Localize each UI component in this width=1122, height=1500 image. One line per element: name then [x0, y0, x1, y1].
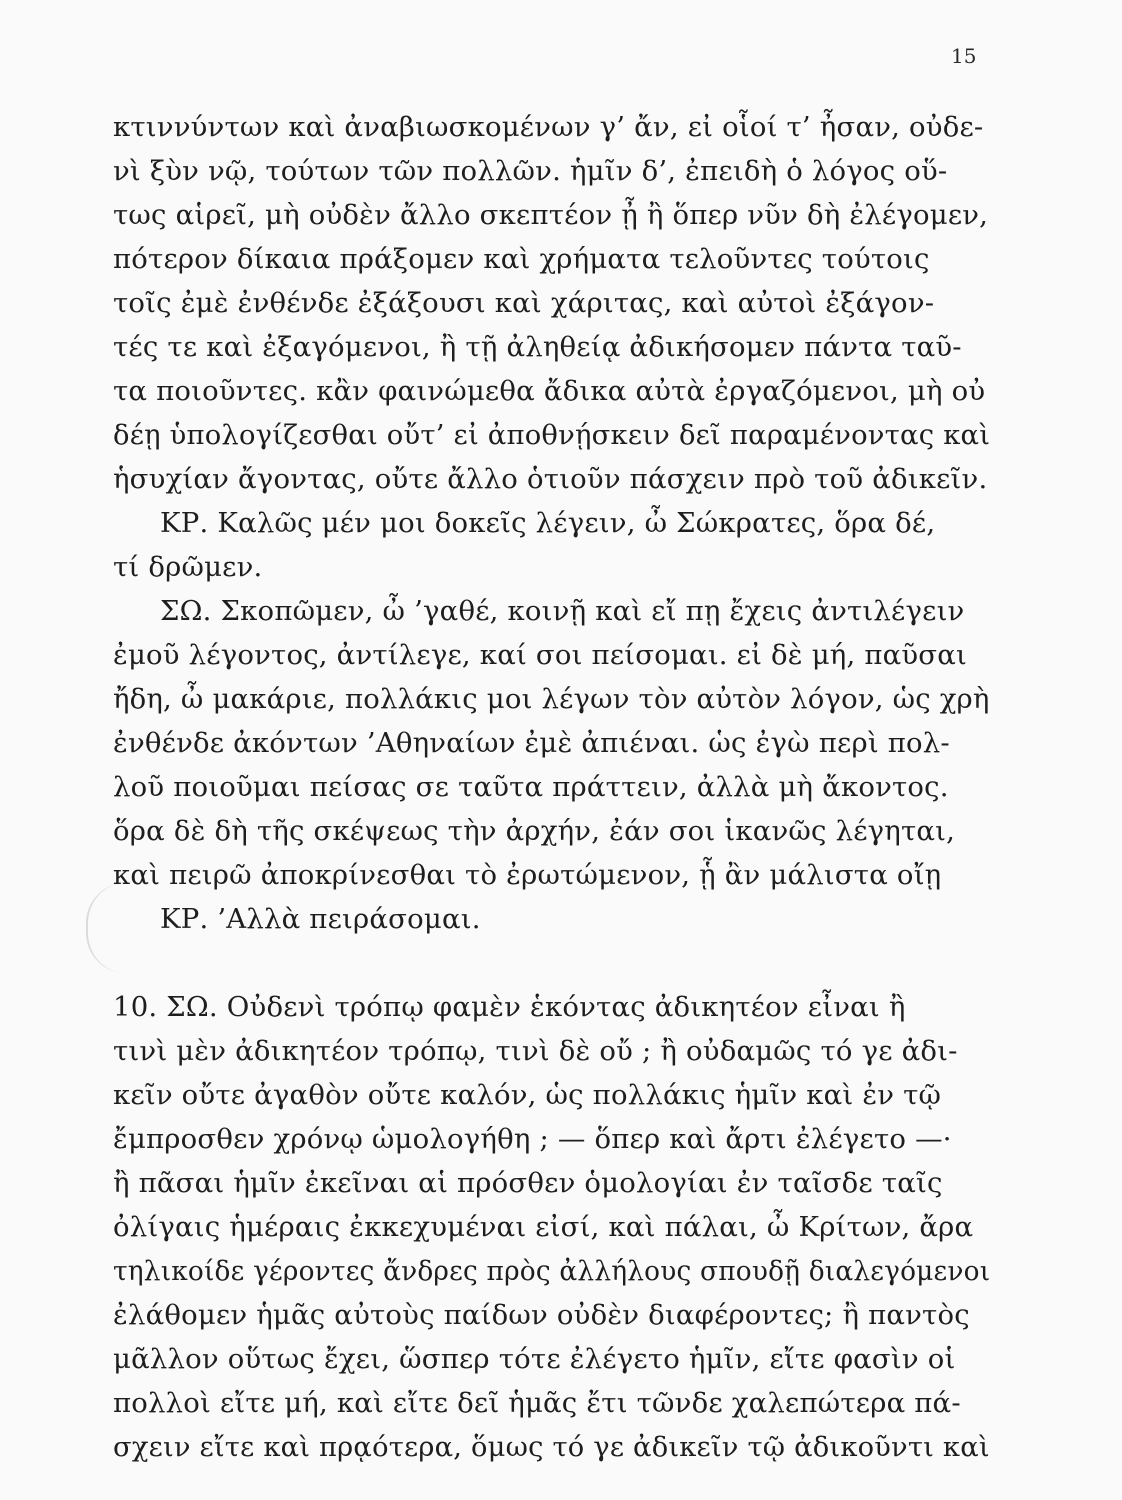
text-line: τα ποιοῦντες. κἂν φαινώμεθα ἄδικα αὐτὰ ἐργαζόμενοι, μὴ οὐ	[113, 375, 986, 407]
page-number: 15	[951, 44, 977, 68]
text-line: ἐλάθομεν ἡμᾶς αὐτοὺς παίδων οὐδὲν διαφέροντες; ἢ παντὸς	[113, 1299, 970, 1331]
speaker-line-kr: ΚΡ. ’Αλλὰ πειράσομαι.	[160, 903, 481, 935]
text-line: πολλοὶ εἴτε μή, καὶ εἴτε δεῖ ἡμᾶς ἔτι τῶνδε χαλεπώτερα πά-	[113, 1387, 961, 1419]
text-line: ἐμοῦ λέγοντος, ἀντίλεγε, καί σοι πείσομαι. εἰ δὲ μή, παῦσαι	[113, 639, 968, 671]
text-line: καὶ πειρῶ ἀποκρίνεσθαι τὸ ἐρωτώμενον, ᾗ ἂν μάλιστα οἴῃ	[113, 859, 942, 891]
text-line: τές τε καὶ ἐξαγόμενοι, ἢ τῇ ἀληθείᾳ ἀδικήσομεν πάντα ταῦ-	[113, 331, 962, 363]
text-line: τηλικοίδε γέροντες ἄνδρες πρὸς ἀλλήλους σπουδῇ διαλεγόμενοι	[113, 1255, 991, 1287]
text-line: ἢ πᾶσαι ἡμῖν ἐκεῖναι αἱ πρόσθεν ὁμολογίαι ἐν ταῖσδε ταῖς	[113, 1167, 943, 1199]
text-line: ἡσυχίαν ἄγοντας, οὔτε ἄλλο ὁτιοῦν πάσχειν πρὸ τοῦ ἀδικεῖν.	[113, 463, 988, 495]
speaker-line-kr: ΚΡ. Καλῶς μέν μοι δοκεῖς λέγειν, ὦ Σώκρατες, ὅρα δέ,	[160, 507, 936, 539]
text-line: κτιννύντων καὶ ἀναβιωσκομένων γ’ ἄν, εἰ οἷοί τ’ ἦσαν, οὐδε-	[113, 111, 984, 143]
text-line: κεῖν οὔτε ἀγαθὸν οὔτε καλόν, ὡς πολλάκις ἡμῖν καὶ ἐν τῷ	[113, 1079, 942, 1111]
speaker-line-so: ΣΩ. Σκοπῶμεν, ὦ ’γαθέ, κοινῇ καὶ εἴ πῃ ἔχεις ἀντιλέγειν	[160, 595, 965, 627]
text-line: πότερον δίκαια πράξομεν καὶ χρήματα τελοῦντες τούτοις	[113, 243, 930, 275]
text-line: δέῃ ὑπολογίζεσθαι οὔτ’ εἰ ἀποθνῄσκειν δεῖ παραμένοντας καὶ	[113, 419, 991, 451]
text-line: τοῖς ἐμὲ ἐνθένδε ἐξάξουσι καὶ χάριτας, καὶ αὐτοὶ ἐξάγον-	[113, 287, 935, 319]
text-line: ὀλίγαις ἡμέραις ἐκκεχυμέναι εἰσί, καὶ πάλαι, ὦ Κρίτων, ἄρα	[113, 1211, 974, 1243]
text-line: ἐνθένδε ἀκόντων ’Αθηναίων ἐμὲ ἀπιέναι. ὡς ἐγὼ περὶ πολ-	[113, 727, 950, 759]
text-line: σχειν εἴτε καὶ πρᾳότερα, ὅμως τό γε ἀδικεῖν τῷ ἀδικοῦντι καὶ	[113, 1431, 990, 1463]
text-line: ἔμπροσθεν χρόνῳ ὡμολογήθη ; — ὅπερ καὶ ἄρτι ἐλέγετο —·	[113, 1123, 952, 1155]
text-line: νὶ ξὺν νῷ, τούτων τῶν πολλῶν. ἡμῖν δ’, ἐπειδὴ ὁ λόγος οὕ-	[113, 155, 948, 187]
text-line: μᾶλλον οὕτως ἔχει, ὥσπερ τότε ἐλέγετο ἡμῖν, εἴτε φασὶν οἱ	[113, 1343, 956, 1375]
text-line: ὅρα δὲ δὴ τῆς σκέψεως τὴν ἀρχήν, ἐάν σοι ἱκανῶς λέγηται,	[113, 815, 956, 847]
text-line: ἤδη, ὦ μακάριε, πολλάκις μοι λέγων τὸν αὐτὸν λόγον, ὡς χρὴ	[113, 683, 990, 715]
text-line: λοῦ ποιοῦμαι πείσας σε ταῦτα πράττειν, ἀλλὰ μὴ ἄκοντος.	[113, 771, 949, 803]
text-line: τως αἱρεῖ, μὴ οὐδὲν ἄλλο σκεπτέον ᾖ ἢ ὅπερ νῦν δὴ ἐλέγομεν,	[113, 199, 989, 231]
text-line: τί δρῶμεν.	[113, 551, 263, 583]
text-line: τινὶ μὲν ἀδικητέον τρόπῳ, τινὶ δὲ οὔ ; ἢ οὐδαμῶς τό γε ἀδι-	[113, 1035, 958, 1067]
section-10-start: 10. ΣΩ. Οὐδενὶ τρόπῳ φαμὲν ἑκόντας ἀδικητέον εἶναι ἢ	[113, 991, 906, 1023]
